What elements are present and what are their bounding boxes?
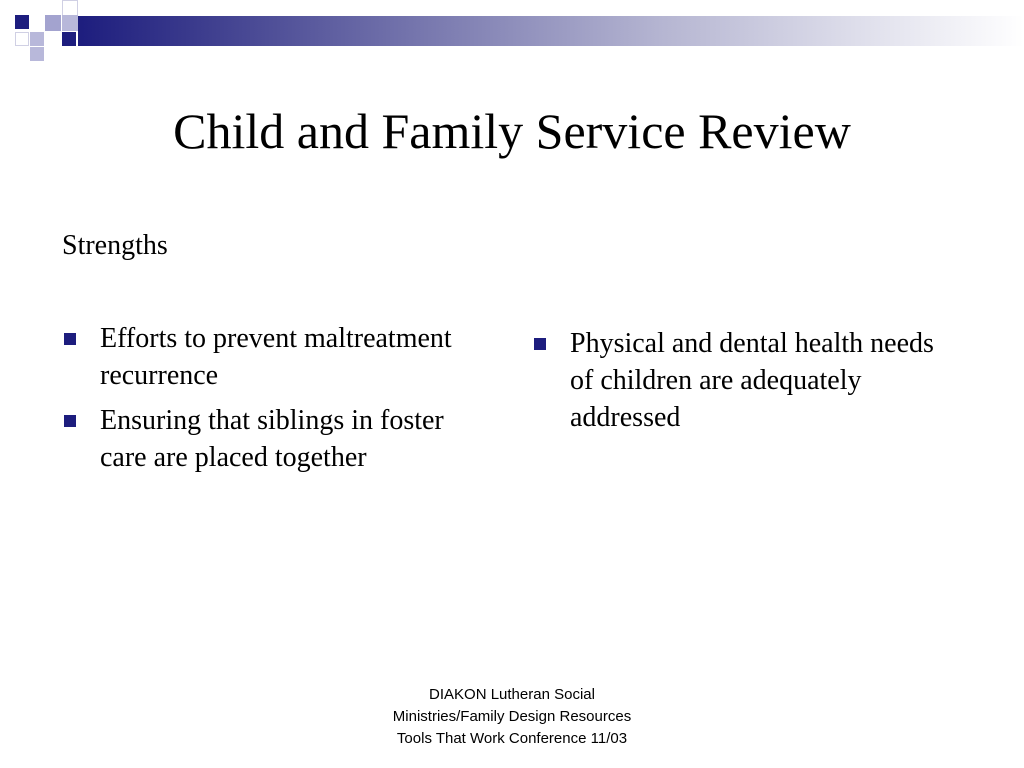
decorative-square bbox=[62, 32, 76, 46]
slide-subheading: Strengths bbox=[62, 230, 168, 261]
decorative-square bbox=[30, 32, 44, 46]
bullet-item bbox=[532, 325, 952, 436]
bullet-text: Physical and dental health needs of children are adequately addressed bbox=[570, 328, 934, 433]
decorative-square bbox=[45, 15, 61, 31]
footer-line: Tools That Work Conference 11/03 bbox=[396, 730, 628, 747]
bullet-text: Efforts to prevent maltreatment recurrence bbox=[100, 323, 452, 391]
decorative-square bbox=[30, 47, 44, 61]
square-bullet-icon bbox=[64, 415, 76, 427]
slide-footer bbox=[312, 684, 712, 750]
bullet-text: Ensuring that siblings in foster care are placed together bbox=[100, 405, 444, 473]
decorative-square bbox=[15, 32, 29, 46]
decorative-square bbox=[62, 15, 78, 31]
footer-line: DIAKON Lutheran Social bbox=[429, 686, 595, 703]
bullet-item bbox=[62, 320, 462, 394]
decorative-square bbox=[15, 15, 29, 29]
slide-title: Child and Family Service Review bbox=[173, 103, 851, 159]
right-bullet-list bbox=[532, 325, 952, 444]
square-bullet-icon bbox=[534, 338, 546, 350]
square-bullet-icon bbox=[64, 333, 76, 345]
bullet-item bbox=[62, 402, 462, 476]
footer-line: Ministries/Family Design Resources bbox=[392, 708, 632, 725]
left-bullet-list bbox=[62, 320, 462, 484]
decorative-square bbox=[62, 0, 78, 16]
header-gradient-band bbox=[78, 16, 1024, 46]
